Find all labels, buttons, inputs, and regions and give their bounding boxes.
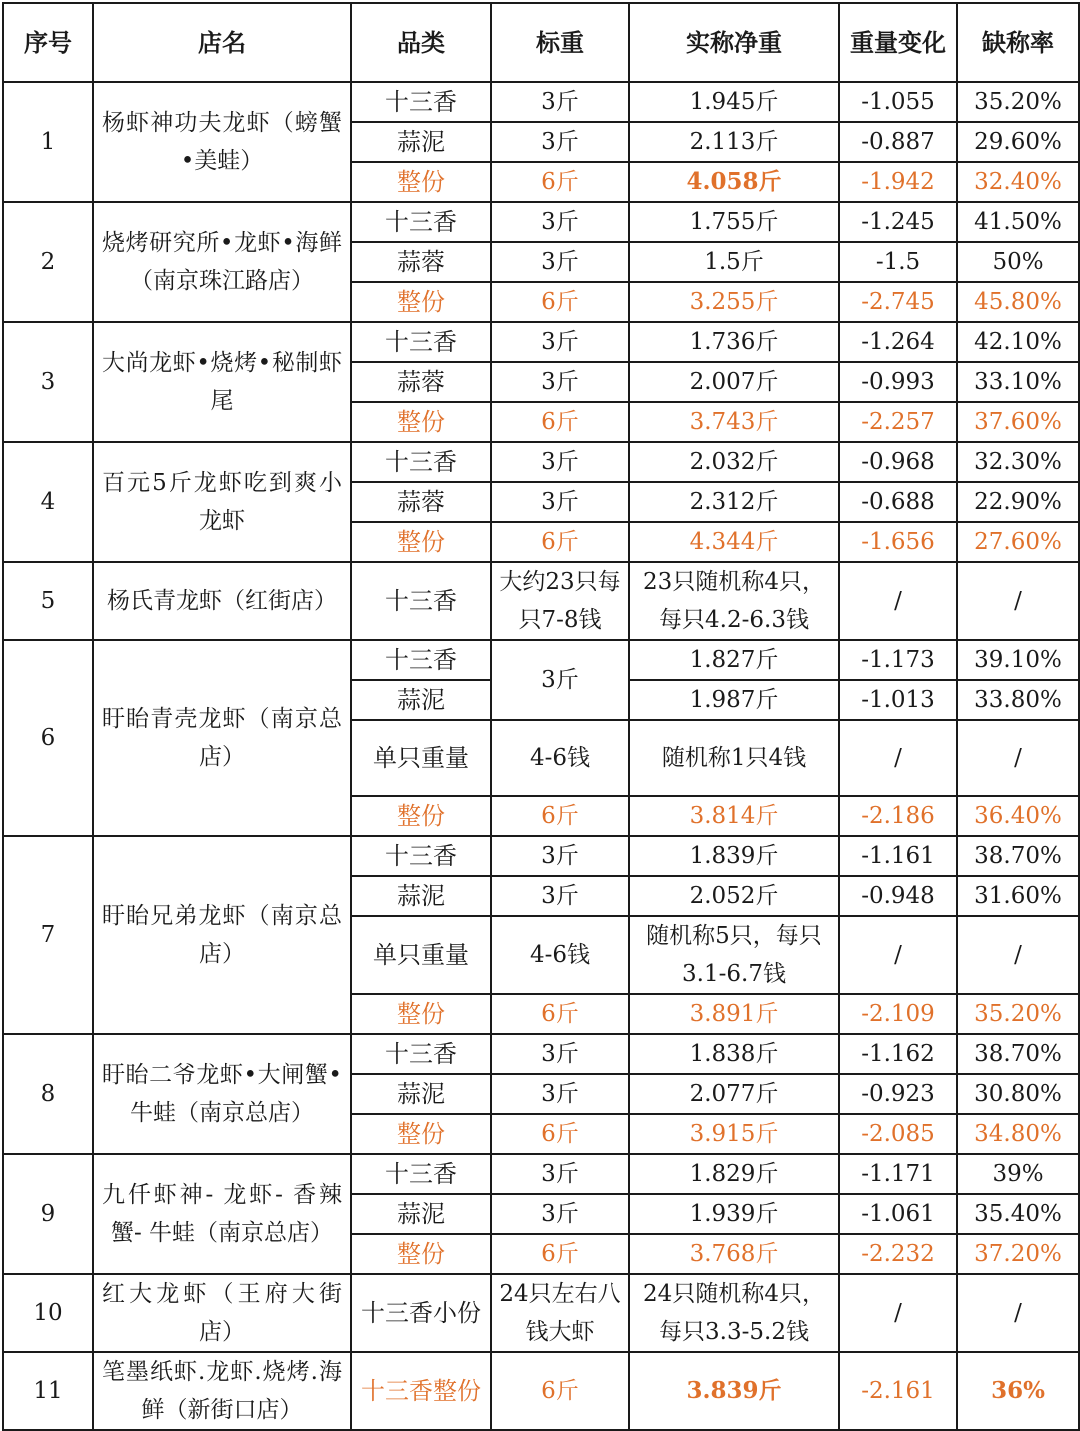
table-row <box>3 202 1079 242</box>
category: 蒜蓉 <box>351 362 491 402</box>
header-category: 品类 <box>351 3 491 82</box>
row-no: 6 <box>3 640 93 836</box>
standard-weight: 6斤 <box>491 402 629 442</box>
net-weight: 随机称1只4钱 <box>629 720 839 796</box>
table-row <box>3 82 1079 122</box>
weight-change: -1.162 <box>839 1034 957 1074</box>
standard-weight: 大约23只每只7-8钱 <box>491 562 629 640</box>
category: 整份 <box>351 162 491 202</box>
shortage-rate: 42.10% <box>957 322 1079 362</box>
shortage-rate: 31.60% <box>957 876 1079 916</box>
category: 蒜泥 <box>351 1074 491 1114</box>
shortage-rate: 38.70% <box>957 1034 1079 1074</box>
weight-table <box>2 2 1080 1431</box>
standard-weight: 3斤 <box>491 1194 629 1234</box>
standard-weight: 3斤 <box>491 202 629 242</box>
weight-change: / <box>839 720 957 796</box>
net-weight: 随机称5只，每只3.1-6.7钱 <box>629 916 839 994</box>
row-no: 5 <box>3 562 93 640</box>
weight-change: -1.942 <box>839 162 957 202</box>
net-weight: 1.827斤 <box>629 640 839 680</box>
standard-weight: 3斤 <box>491 1034 629 1074</box>
weight-change: -0.948 <box>839 876 957 916</box>
net-weight: 4.344斤 <box>629 522 839 562</box>
standard-weight: 6斤 <box>491 994 629 1034</box>
standard-weight: 6斤 <box>491 522 629 562</box>
shortage-rate: 29.60% <box>957 122 1079 162</box>
row-no: 9 <box>3 1154 93 1274</box>
store-name: 烧烤研究所•龙虾•海鲜（南京珠江路店） <box>93 202 351 322</box>
shortage-rate: 38.70% <box>957 836 1079 876</box>
weight-change: -0.688 <box>839 482 957 522</box>
category: 蒜泥 <box>351 1194 491 1234</box>
shortage-rate: / <box>957 1274 1079 1352</box>
net-weight: 3.768斤 <box>629 1234 839 1274</box>
row-no: 11 <box>3 1352 93 1430</box>
net-weight: 1.755斤 <box>629 202 839 242</box>
shortage-rate: 41.50% <box>957 202 1079 242</box>
weight-change: -2.257 <box>839 402 957 442</box>
net-weight: 2.113斤 <box>629 122 839 162</box>
category: 十三香 <box>351 836 491 876</box>
category: 蒜泥 <box>351 876 491 916</box>
header-no: 序号 <box>3 3 93 82</box>
net-weight: 3.255斤 <box>629 282 839 322</box>
weight-change: -1.264 <box>839 322 957 362</box>
row-no: 7 <box>3 836 93 1034</box>
weight-change: -1.061 <box>839 1194 957 1234</box>
table-row <box>3 1352 1079 1430</box>
header-row <box>3 3 1079 82</box>
shortage-rate: 35.20% <box>957 994 1079 1034</box>
category: 十三香整份 <box>351 1352 491 1430</box>
standard-weight: 6斤 <box>491 1352 629 1430</box>
shortage-rate: 32.30% <box>957 442 1079 482</box>
shortage-rate: 36.40% <box>957 796 1079 836</box>
category: 蒜泥 <box>351 680 491 720</box>
store-name: 盱眙青壳龙虾（南京总店） <box>93 640 351 836</box>
weight-change: -2.161 <box>839 1352 957 1430</box>
standard-weight: 6斤 <box>491 162 629 202</box>
category: 十三香 <box>351 202 491 242</box>
category: 蒜蓉 <box>351 242 491 282</box>
weight-change: -1.5 <box>839 242 957 282</box>
shortage-rate: 35.40% <box>957 1194 1079 1234</box>
row-no: 10 <box>3 1274 93 1352</box>
category: 整份 <box>351 522 491 562</box>
weight-change: -1.161 <box>839 836 957 876</box>
standard-weight: 3斤 <box>491 640 629 720</box>
standard-weight: 6斤 <box>491 282 629 322</box>
weight-change: -2.186 <box>839 796 957 836</box>
weight-change: -0.968 <box>839 442 957 482</box>
weight-change: -0.887 <box>839 122 957 162</box>
shortage-rate: 39% <box>957 1154 1079 1194</box>
net-weight: 3.891斤 <box>629 994 839 1034</box>
category: 单只重量 <box>351 720 491 796</box>
net-weight: 1.736斤 <box>629 322 839 362</box>
category: 整份 <box>351 1114 491 1154</box>
store-name: 杨虾神功夫龙虾（螃蟹•美蛙） <box>93 82 351 202</box>
weight-change: -2.109 <box>839 994 957 1034</box>
net-weight: 1.839斤 <box>629 836 839 876</box>
standard-weight: 3斤 <box>491 1074 629 1114</box>
row-no: 1 <box>3 82 93 202</box>
shortage-rate: 37.20% <box>957 1234 1079 1274</box>
net-weight: 3.743斤 <box>629 402 839 442</box>
header-shortage-rate: 缺称率 <box>957 3 1079 82</box>
category: 十三香 <box>351 1154 491 1194</box>
net-weight: 3.814斤 <box>629 796 839 836</box>
standard-weight: 4-6钱 <box>491 720 629 796</box>
standard-weight: 3斤 <box>491 82 629 122</box>
row-no: 3 <box>3 322 93 442</box>
row-no: 8 <box>3 1034 93 1154</box>
standard-weight: 3斤 <box>491 1154 629 1194</box>
standard-weight: 3斤 <box>491 442 629 482</box>
standard-weight: 6斤 <box>491 1234 629 1274</box>
standard-weight: 3斤 <box>491 362 629 402</box>
category: 整份 <box>351 796 491 836</box>
net-weight: 1.939斤 <box>629 1194 839 1234</box>
store-name: 红大龙虾（王府大街店） <box>93 1274 351 1352</box>
weight-change: -0.993 <box>839 362 957 402</box>
table-row <box>3 1274 1079 1352</box>
standard-weight: 3斤 <box>491 122 629 162</box>
weight-change: / <box>839 562 957 640</box>
net-weight: 3.839斤 <box>629 1352 839 1430</box>
category: 整份 <box>351 1234 491 1274</box>
shortage-rate: 50% <box>957 242 1079 282</box>
shortage-rate: 45.80% <box>957 282 1079 322</box>
table-row <box>3 322 1079 362</box>
header-net-weight: 实称净重 <box>629 3 839 82</box>
weight-change: -2.232 <box>839 1234 957 1274</box>
net-weight: 2.077斤 <box>629 1074 839 1114</box>
net-weight: 23只随机称4只，每只4.2-6.3钱 <box>629 562 839 640</box>
category: 十三香 <box>351 562 491 640</box>
weight-change: -2.085 <box>839 1114 957 1154</box>
table-row <box>3 640 1079 680</box>
category: 蒜泥 <box>351 122 491 162</box>
category: 十三香 <box>351 322 491 362</box>
shortage-rate: / <box>957 562 1079 640</box>
header-store-name: 店名 <box>93 3 351 82</box>
weight-change: -2.745 <box>839 282 957 322</box>
store-name: 杨氏青龙虾（红街店） <box>93 562 351 640</box>
category: 十三香小份 <box>351 1274 491 1352</box>
store-name: 盱眙二爷龙虾•大闸蟹•牛蛙（南京总店） <box>93 1034 351 1154</box>
category: 十三香 <box>351 442 491 482</box>
header-weight-change: 重量变化 <box>839 3 957 82</box>
standard-weight: 6斤 <box>491 1114 629 1154</box>
table-row <box>3 1034 1079 1074</box>
weight-change: -1.171 <box>839 1154 957 1194</box>
shortage-rate: 27.60% <box>957 522 1079 562</box>
row-no: 2 <box>3 202 93 322</box>
category: 整份 <box>351 402 491 442</box>
weight-change: -0.923 <box>839 1074 957 1114</box>
net-weight: 2.052斤 <box>629 876 839 916</box>
category: 单只重量 <box>351 916 491 994</box>
net-weight: 1.829斤 <box>629 1154 839 1194</box>
shortage-rate: 36% <box>957 1352 1079 1430</box>
weight-change: / <box>839 1274 957 1352</box>
standard-weight: 3斤 <box>491 482 629 522</box>
shortage-rate: / <box>957 720 1079 796</box>
shortage-rate: 33.10% <box>957 362 1079 402</box>
weight-change: -1.245 <box>839 202 957 242</box>
row-no: 4 <box>3 442 93 562</box>
net-weight: 1.945斤 <box>629 82 839 122</box>
category: 十三香 <box>351 82 491 122</box>
net-weight: 2.032斤 <box>629 442 839 482</box>
weight-change: -1.173 <box>839 640 957 680</box>
shortage-rate: 37.60% <box>957 402 1079 442</box>
category: 十三香 <box>351 1034 491 1074</box>
category: 整份 <box>351 282 491 322</box>
shortage-rate: / <box>957 916 1079 994</box>
shortage-rate: 32.40% <box>957 162 1079 202</box>
shortage-rate: 30.80% <box>957 1074 1079 1114</box>
standard-weight: 3斤 <box>491 242 629 282</box>
net-weight: 1.5斤 <box>629 242 839 282</box>
weight-change: -1.656 <box>839 522 957 562</box>
standard-weight: 3斤 <box>491 322 629 362</box>
table-row <box>3 562 1079 640</box>
standard-weight: 6斤 <box>491 796 629 836</box>
shortage-rate: 33.80% <box>957 680 1079 720</box>
net-weight: 24只随机称4只，每只3.3-5.2钱 <box>629 1274 839 1352</box>
store-name: 盱眙兄弟龙虾（南京总店） <box>93 836 351 1034</box>
store-name: 大尚龙虾•烧烤•秘制虾尾 <box>93 322 351 442</box>
shortage-rate: 39.10% <box>957 640 1079 680</box>
net-weight: 1.838斤 <box>629 1034 839 1074</box>
net-weight: 1.987斤 <box>629 680 839 720</box>
category: 蒜蓉 <box>351 482 491 522</box>
category: 十三香 <box>351 640 491 680</box>
net-weight: 2.312斤 <box>629 482 839 522</box>
store-name: 百元5斤龙虾吃到爽小龙虾 <box>93 442 351 562</box>
store-name: 九仟虾神- 龙虾- 香辣蟹- 牛蛙（南京总店） <box>93 1154 351 1274</box>
shortage-rate: 35.20% <box>957 82 1079 122</box>
category: 整份 <box>351 994 491 1034</box>
standard-weight: 3斤 <box>491 876 629 916</box>
weight-change: -1.055 <box>839 82 957 122</box>
standard-weight: 3斤 <box>491 836 629 876</box>
net-weight: 3.915斤 <box>629 1114 839 1154</box>
shortage-rate: 34.80% <box>957 1114 1079 1154</box>
standard-weight: 24只左右八钱大虾 <box>491 1274 629 1352</box>
shortage-rate: 22.90% <box>957 482 1079 522</box>
store-name: 笔墨纸虾.龙虾.烧烤.海鲜（新街口店） <box>93 1352 351 1430</box>
net-weight: 2.007斤 <box>629 362 839 402</box>
standard-weight: 4-6钱 <box>491 916 629 994</box>
weight-change: -1.013 <box>839 680 957 720</box>
header-standard-weight: 标重 <box>491 3 629 82</box>
table-row <box>3 442 1079 482</box>
weight-change: / <box>839 916 957 994</box>
table-row <box>3 836 1079 876</box>
table-row <box>3 1154 1079 1194</box>
net-weight: 4.058斤 <box>629 162 839 202</box>
